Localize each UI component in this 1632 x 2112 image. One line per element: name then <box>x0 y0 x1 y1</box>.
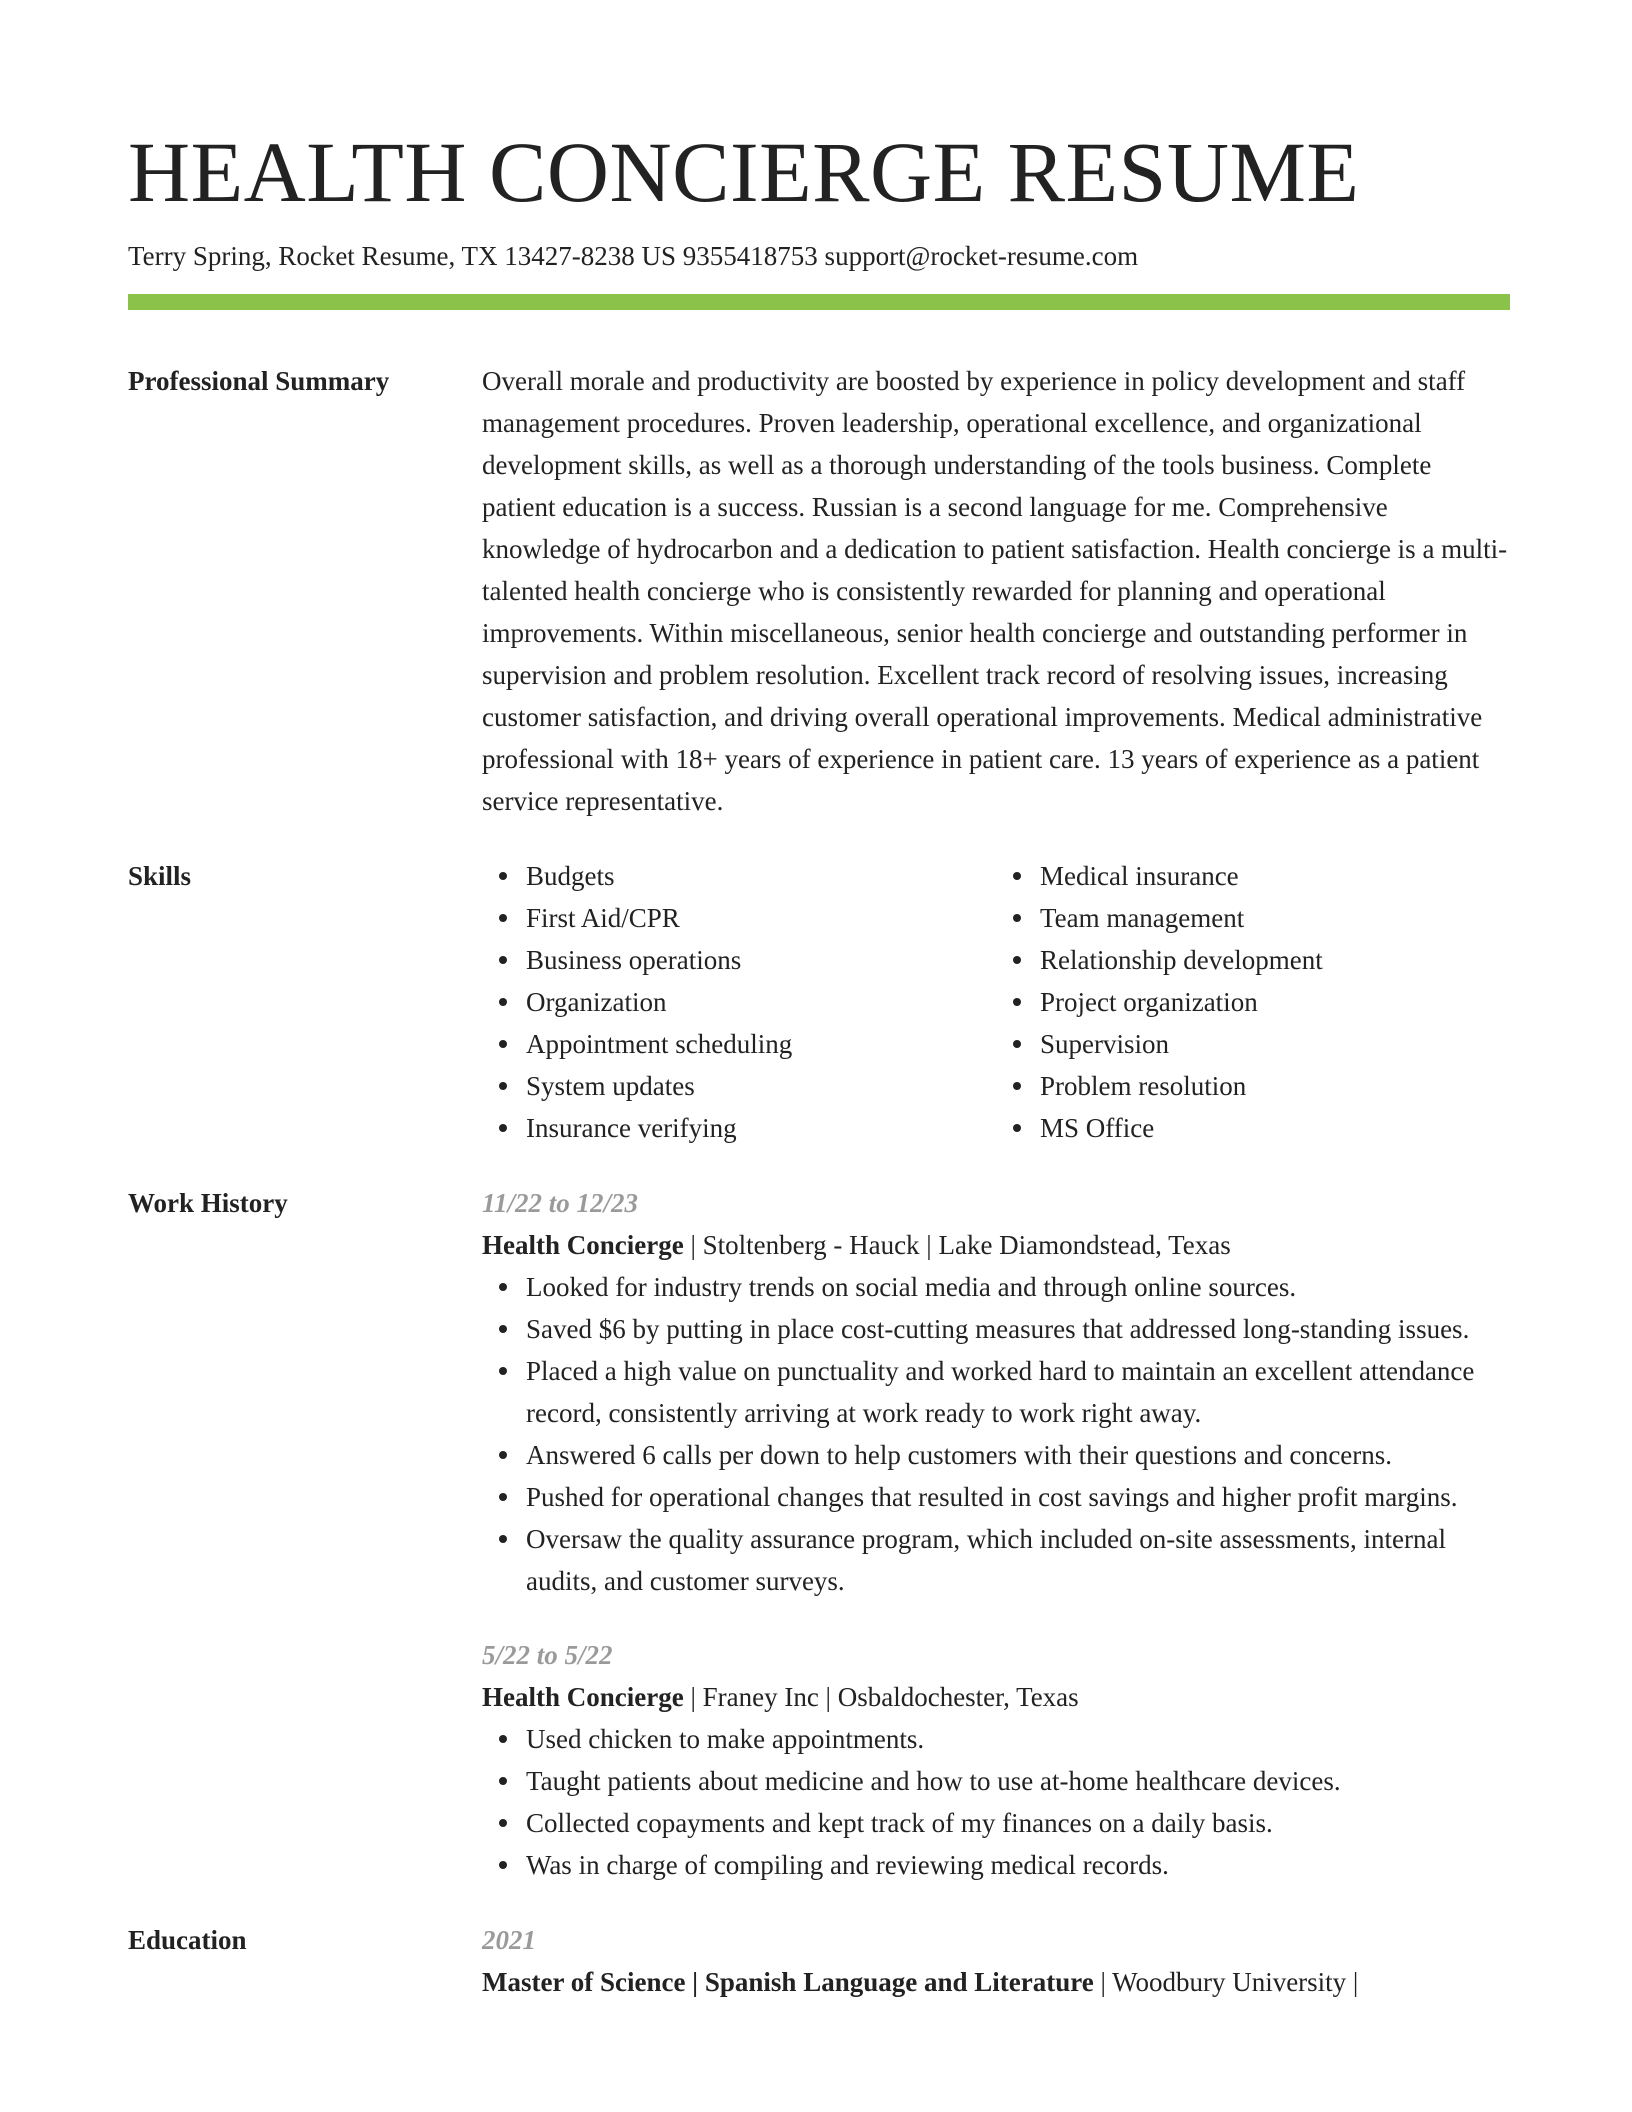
section-label-skills: Skills <box>128 861 192 891</box>
job-bullet: Was in charge of compiling and reviewing medical records. <box>526 1844 1510 1886</box>
job-entry <box>482 1634 1510 1886</box>
skill-item: Project organization <box>1040 981 1510 1023</box>
section-label-summary: Professional Summary <box>128 366 390 396</box>
skill-item: Medical insurance <box>1040 855 1510 897</box>
section-label-work-history: Work History <box>128 1188 288 1218</box>
job-bullet: Pushed for operational changes that resulted in cost savings and higher profit margins. <box>526 1476 1510 1518</box>
skills-section <box>128 855 1510 1149</box>
job-bullet: Answered 6 calls per down to help customers with their questions and concerns. <box>526 1434 1510 1476</box>
skill-item: Problem resolution <box>1040 1065 1510 1107</box>
skill-item: First Aid/CPR <box>526 897 996 939</box>
job-bullet: Oversaw the quality assurance program, which included on-site assessments, internal audits, and customer surveys. <box>526 1518 1510 1602</box>
school-name: | Woodbury University | <box>1093 1967 1359 1997</box>
job-details: | Franey Inc | Osbaldochester, Texas <box>683 1682 1079 1712</box>
education-section <box>128 1919 1510 2003</box>
education-content <box>482 1919 1510 2003</box>
job-bullet: Saved $6 by putting in place cost-cutting measures that addressed long-standing issues. <box>526 1308 1510 1350</box>
skill-item: MS Office <box>1040 1107 1510 1149</box>
skill-item: Relationship development <box>1040 939 1510 981</box>
skill-item: Business operations <box>526 939 996 981</box>
job-bullet-list <box>482 1266 1510 1602</box>
section-label-education: Education <box>128 1925 247 1955</box>
job-dates: 11/22 to 12/23 <box>482 1188 639 1218</box>
job-bullet: Collected copayments and kept track of my finances on a daily basis. <box>526 1802 1510 1844</box>
job-bullet: Used chicken to make appointments. <box>526 1718 1510 1760</box>
job-heading <box>482 1224 1510 1266</box>
job-details: | Stoltenberg - Hauck | Lake Diamondstead, Texas <box>683 1230 1231 1260</box>
skill-item: Team management <box>1040 897 1510 939</box>
job-title: Health Concierge <box>482 1682 684 1712</box>
job-heading <box>482 1676 1510 1718</box>
job-title: Health Concierge <box>482 1230 684 1260</box>
resume-title: HEALTH CONCIERGE RESUME <box>128 124 1360 220</box>
job-dates: 5/22 to 5/22 <box>482 1640 613 1670</box>
education-year: 2021 <box>482 1925 536 1955</box>
resume-page <box>128 0 1510 2003</box>
job-bullet: Placed a high value on punctuality and worked hard to maintain an excellent attendance record, consistently arriving at work ready to work right away. <box>526 1350 1510 1434</box>
summary-section <box>128 360 1510 822</box>
skills-column-left <box>482 855 996 1149</box>
job-bullet-list <box>482 1718 1510 1886</box>
job-bullet: Looked for industry trends on social media and through online sources. <box>526 1266 1510 1308</box>
skills-column-right <box>996 855 1510 1149</box>
contact-info: Terry Spring, Rocket Resume, TX 13427-8238 US 9355418753 support@rocket-resume.com <box>128 241 1139 271</box>
summary-text: Overall morale and productivity are boosted by experience in policy development and staff management procedures. Proven leadership, operational excellence, and organizational development skills, as well as a thorough understanding of the tools business. Complete patient education is a success. Russian is a second language for me. Comprehensive knowledge of hydrocarbon and a dedication to patient satisfaction. Health concierge is a multi-talented health concierge who is consistently rewarded for planning and operational improvements. Within miscellaneous, senior health concierge and outstanding performer in supervision and problem resolution. Excellent track record of resolving issues, increasing customer satisfaction, and driving overall operational improvements. Medical administrative professional with 18+ years of experience in patient care. 13 years of experience as a patient service representative. <box>482 366 1508 816</box>
job-entry <box>482 1182 1510 1602</box>
skill-item: Supervision <box>1040 1023 1510 1065</box>
skill-item: Insurance verifying <box>526 1107 996 1149</box>
accent-divider <box>128 294 1510 310</box>
skill-item: Appointment scheduling <box>526 1023 996 1065</box>
skill-item: System updates <box>526 1065 996 1107</box>
skills-grid <box>482 855 1510 1149</box>
job-bullet: Taught patients about medicine and how to use at-home healthcare devices. <box>526 1760 1510 1802</box>
education-heading <box>482 1961 1510 2003</box>
skill-item: Budgets <box>526 855 996 897</box>
degree-title: Master of Science | Spanish Language and Literature <box>482 1967 1094 1997</box>
work-history-section <box>128 1182 1510 1886</box>
skill-item: Organization <box>526 981 996 1023</box>
work-history-content <box>482 1182 1510 1886</box>
